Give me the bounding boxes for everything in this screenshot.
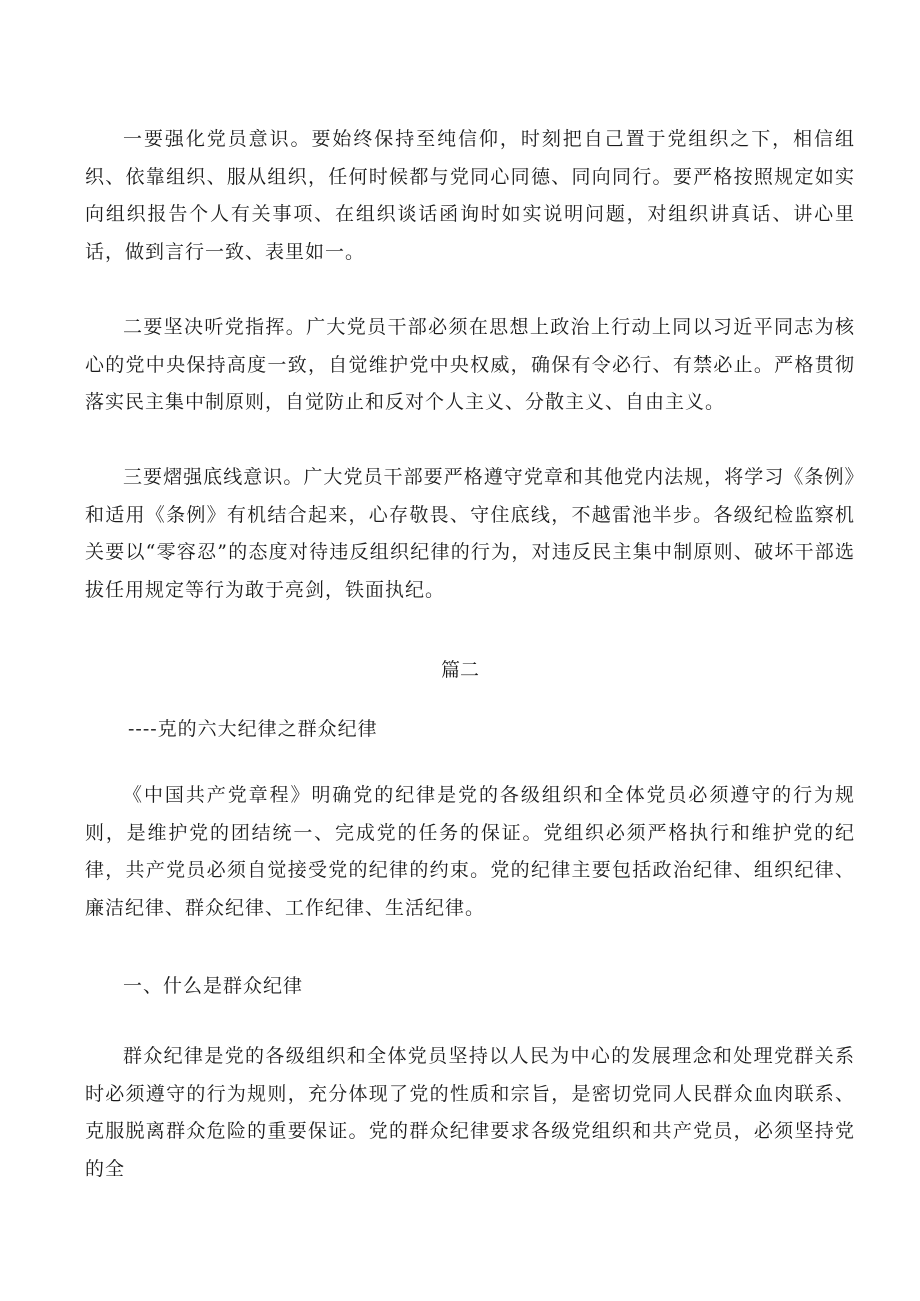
paragraph-party-constitution: 《中国共产党章程》明确党的纪律是党的各级组织和全体党员必须遵守的行为规则，是维护党的团结统一、完成党的任务的保证。党组织必须严格执行和维护党的纪律，共产党员必须自觉接受党的纪律的约束。党的纪律主要包括政治纪律、组织纪律、廉洁纪律、群众纪律、工作纪律、生活纪律。 xyxy=(85,784,855,919)
paragraph-party-awareness: 一要强化党员意识。要始终保持至纯信仰，时刻把自己置于党组织之下，相信组织、依靠组织、服从组织，任何时候都与党同心同德、同向同行。要严格按照规定如实向组织报告个人有关事项、在组织谈话函询时如实说明问题，对组织讲真话、讲心里话，做到言行一致、表里如一。 xyxy=(85,128,855,263)
section-title: 篇二 xyxy=(440,659,479,681)
paragraph-follow-command: 二要坚决听党指挥。广大党员干部必须在思想上政治上行动上同以习近平同志为核心的党中央保持高度一致，自觉维护党中央权威，确保有令必行、有禁必止。严格贯彻落实民主集中制原则，自觉防止和反对个人主义、分散主义、自由主义。 xyxy=(85,316,855,413)
paragraph-mass-discipline-definition: 群众纪律是党的各级组织和全体党员坚持以人民为中心的发展理念和处理党群关系时必须遵守的行为规则，充分体现了党的性质和宗旨，是密切党同人民群众血肉联系、克服脱离群众危险的重要保证。党的群众纪律要求各级党组织和共产党员，必须坚持党的全 xyxy=(85,1045,855,1180)
subheading-what-is-mass-discipline: 一、什么是群众纪律 xyxy=(123,975,304,997)
subtitle: ----克的六大纪律之群众纪律 xyxy=(128,718,378,740)
paragraph-bottom-line: 三要熠强底线意识。广大党员干部要严格遵守党章和其他党内法规，将学习《条例》和适用《条例》有机结合起来，心存敬畏、守住底线，不越雷池半步。各级纪检监察机关要以“零容忍”的态度对待违反组织纪律的行为，对违反民主集中制原则、破坏干部选拔任用规定等行为敢于亮剑，铁面执纪。 xyxy=(85,466,855,601)
